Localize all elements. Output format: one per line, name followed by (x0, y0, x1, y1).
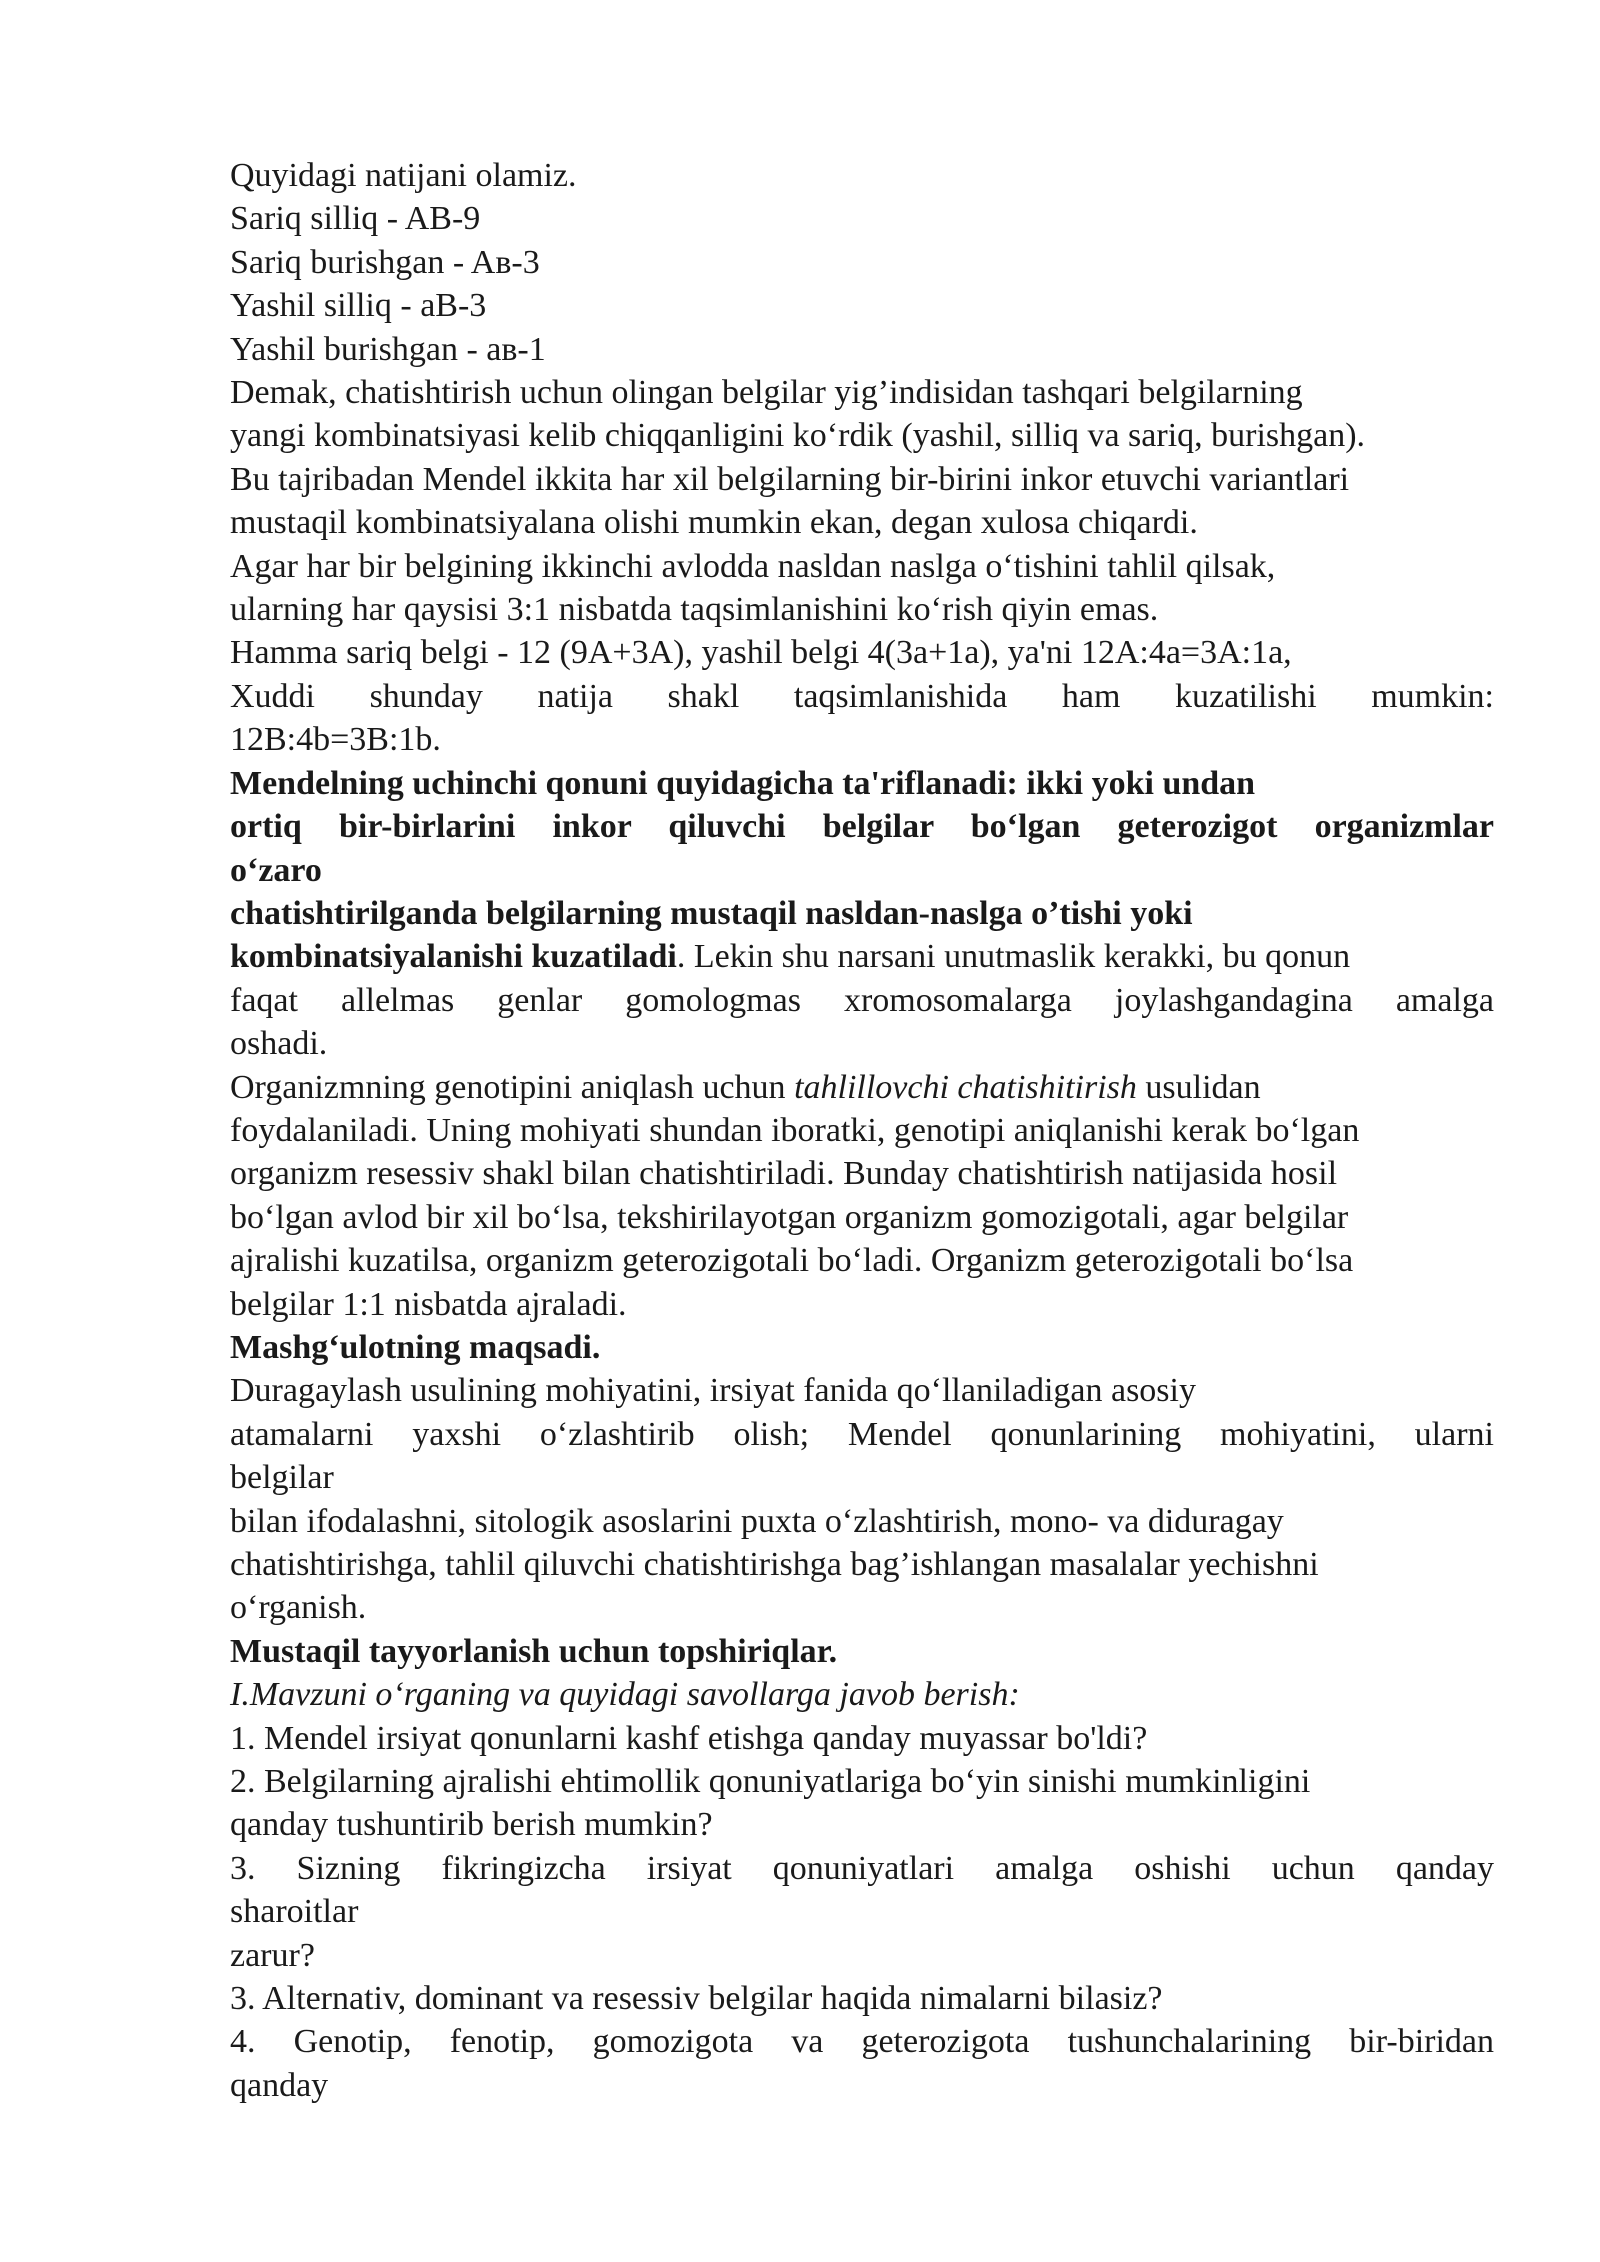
text-line: Hamma sariq belgi - 12 (9A+3A), yashil belgi 4(3a+1a), ya'ni 12A:4a=3A:1a, (230, 634, 1292, 672)
section-heading-goal: Mashgʻulotning maqsadi. (230, 1328, 601, 1366)
result-yashil-burishgan: Yashil burishgan - aв-1 (230, 330, 546, 368)
task-intro: I.Mavzuni oʻrganing va quyidagi savollarga javob berish: (230, 1676, 1020, 1714)
text-line: faqat allelmas genlar gomologmas xromosomalarga joylashgandagina amalga (230, 981, 1494, 1019)
text-line: chatishtirishga, tahlil qiluvchi chatishtirishga bag’ishlangan masalalar yechishni (230, 1546, 1319, 1583)
text-line: belgilar 1:1 nisbatda ajraladi. (230, 1285, 627, 1323)
text-fragment: Organizmning genotipini aniqlash uchun (230, 1068, 795, 1106)
result-yashil-silliq: Yashil silliq - aB-3 (230, 287, 487, 325)
question-item: 3. Alternativ, dominant va resessiv belgilar haqida nimalarni bilasiz? (230, 1980, 1163, 2018)
question-item-continued: qanday tushuntirib berish mumkin? (230, 1806, 713, 1844)
result-sariq-burishgan: Sariq burishgan - Aв-3 (230, 243, 540, 281)
text-line: oʻrganish. (230, 1589, 367, 1627)
text-fragment: usulidan (1136, 1068, 1261, 1106)
question-item-continued: sharoitlar (230, 1893, 359, 1931)
question-item: 1. Mendel irsiyat qonunlarni kashf etishga qanday muyassar bo'ldi? (230, 1719, 1148, 1757)
question-item-continued: zarur? (230, 1936, 315, 1974)
question-item: 4. Genotip, fenotip, gomozigota va geterozigota tushunchalarining bir-biridan (230, 2023, 1494, 2061)
law-definition-line: oʻzaro (230, 851, 322, 889)
document-page (230, 154, 1494, 2107)
text-line: belgilar (230, 1459, 334, 1497)
section-heading-tasks: Mustaqil tayyorlanish uchun topshiriqlar. (230, 1632, 838, 1670)
text-line: ajralishi kuzatilsa, organizm geterozigotali boʻladi. Organizm geterozigotali boʻlsa (230, 1242, 1354, 1280)
text-line: oshadi. (230, 1025, 328, 1063)
text-line: ularning har qaysisi 3:1 nisbatda taqsimlanishini koʻrish qiyin emas. (230, 591, 1159, 629)
text-line: mustaqil kombinatsiyalana olishi mumkin ekan, degan xulosa chiqardi. (230, 504, 1198, 542)
term-italic: tahlillovchi chatishitirish (794, 1068, 1137, 1106)
text-line: Bu tajribadan Mendel ikkita har xil belgilarning bir-birini inkor etuvchi variantlari (230, 460, 1350, 498)
text-line: boʻlgan avlod bir xil boʻlsa, tekshirilayotgan organizm gomozigotali, agar belgilar (230, 1198, 1349, 1236)
text-line: Demak, chatishtirish uchun olingan belgilar yig’indisidan tashqari belgilarning (230, 374, 1303, 412)
text-line (230, 935, 1494, 978)
law-definition-line: ortiq bir-birlarini inkor qiluvchi belgilar boʻlgan geterozigot organizmlar (230, 808, 1494, 846)
text-line: foydalaniladi. Uning mohiyati shundan iboratki, genotipi aniqlanishi kerak boʻlgan (230, 1111, 1360, 1149)
text-line: Agar har bir belgining ikkinchi avlodda nasldan naslga oʻtishini tahlil qilsak, (230, 547, 1276, 585)
text-line: yangi kombinatsiyasi kelib chiqqanligini koʻrdik (yashil, silliq va sariq, burishgan). (230, 417, 1366, 455)
law-definition-end: kombinatsiyalanishi kuzatiladi (230, 938, 677, 976)
text-line (230, 1066, 1494, 1109)
text-line: bilan ifodalashni, sitologik asoslarini puxta oʻzlashtirish, mono- va diduragay (230, 1502, 1284, 1540)
text-line: Duragaylash usulining mohiyatini, irsiyat fanida qoʻllaniladigan asosiy (230, 1372, 1196, 1410)
text-line: organizm resessiv shakl bilan chatishtiriladi. Bunday chatishtirish natijasida hosil (230, 1155, 1338, 1193)
text-fragment: . Lekin shu narsani unutmaslik kerakki, bu qonun (676, 938, 1351, 976)
question-item-continued: qanday (230, 2066, 329, 2104)
question-item: 2. Belgilarning ajralishi ehtimollik qonuniyatlariga boʻyin sinishi mumkinligini (230, 1763, 1311, 1801)
question-item: 3. Sizning fikringizcha irsiyat qonuniyatlari amalga oshishi uchun qanday (230, 1849, 1494, 1887)
text-line: 12B:4b=3B:1b. (230, 721, 441, 759)
law-definition-line: chatishtirilganda belgilarning mustaqil nasldan-naslga o’tishi yoki (230, 894, 1193, 932)
text-line: Xuddi shunday natija shakl taqsimlanishida ham kuzatilishi mumkin: (230, 677, 1494, 715)
result-sariq-silliq: Sariq silliq - AB-9 (230, 200, 481, 238)
text-line: atamalarni yaxshi oʻzlashtirib olish; Mendel qonunlarining mohiyatini, ularni (230, 1415, 1494, 1453)
text-line: Quyidagi natijani olamiz. (230, 157, 577, 194)
law-definition-line: Mendelning uchinchi qonuni quyidagicha ta'riflanadi: ikki yoki undan (230, 764, 1256, 802)
